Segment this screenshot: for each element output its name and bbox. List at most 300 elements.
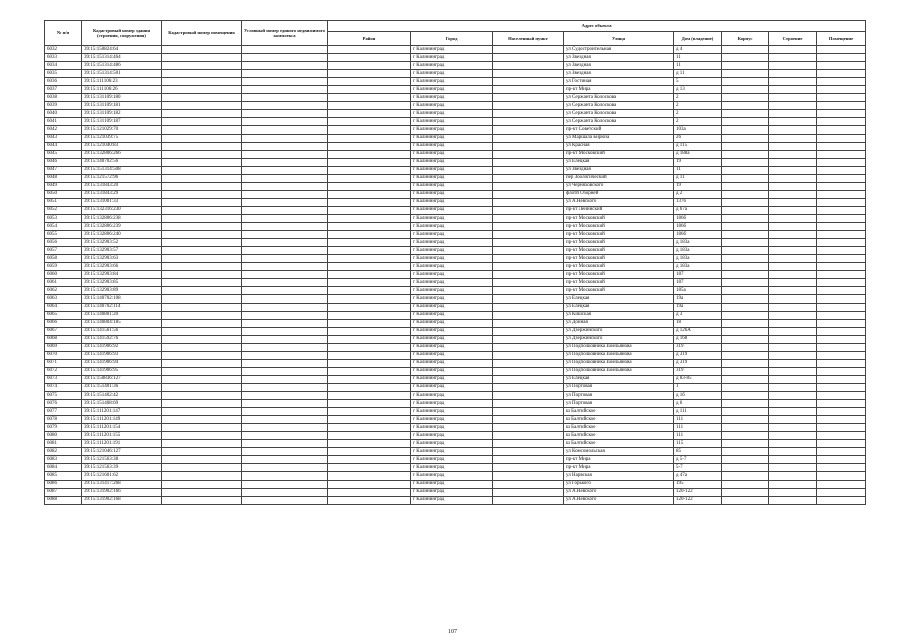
- table-cell: ул Портовая: [564, 392, 674, 400]
- table-cell: [328, 303, 411, 311]
- table-cell: ул Донная: [564, 319, 674, 327]
- table-cell: д 188а: [674, 150, 722, 158]
- table-cell: [817, 118, 866, 126]
- table-cell: 6032: [45, 46, 82, 54]
- table-cell: [722, 464, 769, 472]
- table-cell: 6070: [45, 351, 82, 359]
- table-cell: [817, 424, 866, 432]
- table-cell: ул Черняховского: [564, 182, 674, 190]
- table-cell: [162, 206, 242, 214]
- table-cell: 39:15:140702:114: [82, 303, 162, 311]
- table-cell: [817, 190, 866, 198]
- table-cell: 39:15:131109:181: [82, 102, 162, 110]
- table-cell: 6063: [45, 295, 82, 303]
- table-cell: [328, 392, 411, 400]
- table-cell: [493, 54, 564, 62]
- table-cell: [162, 279, 242, 287]
- table-cell: [769, 198, 817, 206]
- table-cell: 39:15:140702:108: [82, 295, 162, 303]
- table-cell: [328, 46, 411, 54]
- table-cell: [817, 311, 866, 319]
- table-cell: [722, 70, 769, 78]
- table-cell: 6060: [45, 271, 82, 279]
- table-cell: 6061: [45, 279, 82, 287]
- table-cell: [493, 46, 564, 54]
- table-cell: [769, 400, 817, 408]
- header-num: № п/п: [45, 21, 82, 46]
- table-cell: 39:15:132806:240: [82, 231, 162, 239]
- table-cell: [817, 142, 866, 150]
- table-cell: [817, 166, 866, 174]
- table-cell: 39:15:121039:75: [82, 134, 162, 142]
- table-cell: 6079: [45, 424, 82, 432]
- table-cell: ул Сержанта Колоскова: [564, 110, 674, 118]
- table-cell: [817, 70, 866, 78]
- table-cell: [722, 327, 769, 335]
- table-cell: [493, 70, 564, 78]
- table-cell: г Калининград: [411, 62, 493, 70]
- table-row: [45, 263, 866, 271]
- table-cell: [769, 239, 817, 247]
- table-cell: [162, 327, 242, 335]
- table-cell: [328, 311, 411, 319]
- table-cell: г Калининград: [411, 408, 493, 416]
- table-cell: 39:15:141906:95: [82, 367, 162, 375]
- table-cell: [817, 392, 866, 400]
- table-cell: [769, 62, 817, 70]
- table-cell: [162, 46, 242, 54]
- table-cell: [493, 351, 564, 359]
- table-cell: пр-кт Московский: [564, 214, 674, 222]
- table-cell: [328, 400, 411, 408]
- table-cell: д 13: [674, 86, 722, 94]
- table-cell: 5: [674, 78, 722, 86]
- table-cell: ул Елецкая: [564, 303, 674, 311]
- table-cell: 39:15:151314:501: [82, 70, 162, 78]
- table-cell: [769, 174, 817, 182]
- table-cell: [817, 343, 866, 351]
- table-cell: 39:15:141906:93: [82, 351, 162, 359]
- table-cell: 6058: [45, 255, 82, 263]
- table-cell: пр-кт Мира: [564, 456, 674, 464]
- table-row: [45, 496, 866, 504]
- table-cell: г Калининград: [411, 118, 493, 126]
- table-cell: [722, 190, 769, 198]
- table-cell: [817, 255, 866, 263]
- table-cell: [722, 263, 769, 271]
- table-cell: 6052: [45, 206, 82, 214]
- table-cell: [817, 295, 866, 303]
- table-cell: г Калининград: [411, 142, 493, 150]
- table-cell: [162, 319, 242, 327]
- table-cell: [242, 126, 328, 134]
- table-cell: [242, 134, 328, 142]
- table-cell: г Калининград: [411, 464, 493, 472]
- table-cell: [493, 432, 564, 440]
- table-cell: [769, 271, 817, 279]
- table-cell: г Калининград: [411, 472, 493, 480]
- table-cell: г Калининград: [411, 392, 493, 400]
- table-cell: пр-кт Московский: [564, 150, 674, 158]
- table-cell: [328, 231, 411, 239]
- table-cell: [817, 86, 866, 94]
- table-cell: [162, 400, 242, 408]
- table-cell: г Калининград: [411, 78, 493, 86]
- table-cell: 6039: [45, 102, 82, 110]
- table-cell: [162, 375, 242, 383]
- table-cell: 19: [674, 182, 722, 190]
- table-cell: д 2: [674, 190, 722, 198]
- table-cell: д 168: [674, 335, 722, 343]
- table-cell: [769, 383, 817, 391]
- table-cell: д 319: [674, 359, 722, 367]
- table-cell: 11: [674, 166, 722, 174]
- table-cell: пер Зоологический: [564, 174, 674, 182]
- table-cell: [493, 134, 564, 142]
- table-cell: [328, 383, 411, 391]
- table-cell: 6042: [45, 126, 82, 134]
- table-cell: [328, 166, 411, 174]
- table-cell: [328, 440, 411, 448]
- table-cell: ул А.Невского: [564, 198, 674, 206]
- table-cell: пр-кт Советский: [564, 126, 674, 134]
- table-cell: 39:15:141561:56: [82, 327, 162, 335]
- table-cell: [817, 46, 866, 54]
- table-cell: [242, 440, 328, 448]
- table-cell: [722, 174, 769, 182]
- table-row: [45, 126, 866, 134]
- table-cell: ул Елецкая: [564, 375, 674, 383]
- table-cell: г Калининград: [411, 223, 493, 231]
- table-cell: 6055: [45, 231, 82, 239]
- table-row: [45, 327, 866, 335]
- table-cell: 6035: [45, 70, 82, 78]
- table-cell: [493, 102, 564, 110]
- table-cell: г Калининград: [411, 214, 493, 222]
- table-cell: [493, 367, 564, 375]
- table-cell: [162, 303, 242, 311]
- table-cell: д 126А: [674, 327, 722, 335]
- table-cell: [242, 174, 328, 182]
- table-cell: [817, 335, 866, 343]
- table-cell: [328, 343, 411, 351]
- table-cell: [817, 247, 866, 255]
- table-cell: 186б: [674, 223, 722, 231]
- table-cell: [328, 319, 411, 327]
- table-row: [45, 134, 866, 142]
- table-cell: [722, 496, 769, 504]
- table-cell: [328, 464, 411, 472]
- table-cell: 39:15:131109:187: [82, 118, 162, 126]
- table-row: [45, 110, 866, 118]
- table-cell: 6056: [45, 239, 82, 247]
- table-cell: г Калининград: [411, 150, 493, 158]
- table-cell: [493, 271, 564, 279]
- table-cell: ул Подполковника Емельянова: [564, 343, 674, 351]
- table-cell: [328, 295, 411, 303]
- table-cell: [769, 190, 817, 198]
- table-cell: 6033: [45, 54, 82, 62]
- table-cell: [722, 408, 769, 416]
- table-cell: [162, 70, 242, 78]
- table-cell: [328, 174, 411, 182]
- table-cell: 186б: [674, 214, 722, 222]
- table-cell: [242, 392, 328, 400]
- table-cell: [328, 247, 411, 255]
- table-cell: [722, 182, 769, 190]
- table-cell: 39:15:121601:62: [82, 472, 162, 480]
- table-cell: 5-7: [674, 464, 722, 472]
- table-cell: [769, 166, 817, 174]
- table-cell: [162, 295, 242, 303]
- table-cell: [242, 214, 328, 222]
- table-cell: пр-кт Московский: [564, 239, 674, 247]
- table-cell: г Калининград: [411, 190, 493, 198]
- table-cell: [769, 206, 817, 214]
- table-cell: г Калининград: [411, 448, 493, 456]
- table-cell: [162, 142, 242, 150]
- table-cell: [242, 247, 328, 255]
- table-row: [45, 432, 866, 440]
- table-cell: 6047: [45, 166, 82, 174]
- table-cell: [722, 448, 769, 456]
- table-cell: [242, 287, 328, 295]
- table-cell: [162, 255, 242, 263]
- table-cell: [769, 464, 817, 472]
- table-cell: [817, 383, 866, 391]
- table-cell: 85: [674, 448, 722, 456]
- table-cell: 39:15:140702:56: [82, 158, 162, 166]
- table-row: [45, 102, 866, 110]
- table-cell: [242, 255, 328, 263]
- table-cell: [722, 416, 769, 424]
- table-cell: 6043: [45, 134, 82, 142]
- table-row: [45, 400, 866, 408]
- table-cell: [722, 214, 769, 222]
- table-cell: [162, 448, 242, 456]
- table-cell: 39:15:131109:180: [82, 94, 162, 102]
- table-cell: 6074: [45, 383, 82, 391]
- table-cell: [769, 255, 817, 263]
- table-cell: ул Звездная: [564, 70, 674, 78]
- table-cell: [242, 367, 328, 375]
- table-cell: ул Маршала Бирюза: [564, 134, 674, 142]
- table-cell: [162, 134, 242, 142]
- table-cell: ул Дзержинского: [564, 335, 674, 343]
- table-cell: 26: [674, 134, 722, 142]
- table-row: [45, 448, 866, 456]
- table-cell: [242, 448, 328, 456]
- header-cond-num: Условный номер единого недвижимого комплекса: [242, 21, 328, 46]
- table-cell: [493, 223, 564, 231]
- table-cell: [722, 142, 769, 150]
- table-cell: 2: [674, 102, 722, 110]
- table-cell: г Калининград: [411, 343, 493, 351]
- table-cell: [722, 319, 769, 327]
- table-cell: [328, 279, 411, 287]
- table-cell: 6067: [45, 327, 82, 335]
- table-cell: д 11: [674, 70, 722, 78]
- table-cell: г Калининград: [411, 198, 493, 206]
- table-cell: [242, 335, 328, 343]
- table-cell: г Калининград: [411, 70, 493, 78]
- table-cell: г Калининград: [411, 480, 493, 488]
- table-cell: [328, 271, 411, 279]
- table-row: [45, 392, 866, 400]
- table-cell: [493, 472, 564, 480]
- table-cell: 19: [674, 158, 722, 166]
- table-cell: ш Балтийское: [564, 440, 674, 448]
- table-cell: [817, 303, 866, 311]
- table-row: [45, 279, 866, 287]
- table-cell: ш Балтийское: [564, 424, 674, 432]
- table-row: [45, 295, 866, 303]
- table-cell: [769, 78, 817, 86]
- table-cell: [242, 231, 328, 239]
- table-cell: [817, 94, 866, 102]
- table-cell: [722, 480, 769, 488]
- table-cell: [817, 480, 866, 488]
- table-cell: [493, 383, 564, 391]
- table-cell: [769, 311, 817, 319]
- table-cell: [328, 432, 411, 440]
- table-cell: д 183а: [674, 263, 722, 271]
- table-cell: [493, 158, 564, 166]
- table-cell: 6084: [45, 464, 82, 472]
- table-cell: [817, 408, 866, 416]
- table-cell: [242, 206, 328, 214]
- header-house: Дом (владение): [674, 32, 722, 46]
- table-cell: [162, 496, 242, 504]
- table-cell: ул Нарвская: [564, 472, 674, 480]
- table-cell: [722, 295, 769, 303]
- table-cell: [242, 432, 328, 440]
- table-cell: [493, 118, 564, 126]
- table-cell: [162, 480, 242, 488]
- table-cell: [722, 303, 769, 311]
- table-cell: [722, 150, 769, 158]
- table-cell: 18: [674, 319, 722, 327]
- table-cell: [769, 231, 817, 239]
- table-cell: 187: [674, 271, 722, 279]
- table-cell: [769, 335, 817, 343]
- table-cell: [722, 247, 769, 255]
- table-cell: [242, 86, 328, 94]
- table-row: [45, 287, 866, 295]
- table-cell: г Калининград: [411, 231, 493, 239]
- table-cell: [769, 488, 817, 496]
- table-cell: 39:15:132903:85: [82, 279, 162, 287]
- table-cell: [162, 263, 242, 271]
- table-cell: [817, 174, 866, 182]
- table-cell: 39:15:132903:89: [82, 287, 162, 295]
- table-cell: [162, 158, 242, 166]
- table-cell: [328, 158, 411, 166]
- table-cell: [722, 400, 769, 408]
- registry-table: [44, 20, 866, 505]
- table-cell: флотй Озорнёй: [564, 190, 674, 198]
- table-cell: ул Звездная: [564, 166, 674, 174]
- table-row: [45, 182, 866, 190]
- table-cell: [722, 392, 769, 400]
- header-cad-room: Кадастровый номер помещения: [162, 21, 242, 46]
- table-cell: [242, 327, 328, 335]
- table-cell: пр-кт Московский: [564, 287, 674, 295]
- table-cell: [493, 375, 564, 383]
- table-cell: [162, 367, 242, 375]
- table-cell: 2: [674, 118, 722, 126]
- table-cell: [162, 166, 242, 174]
- table-cell: 120-122: [674, 496, 722, 504]
- table-cell: [722, 440, 769, 448]
- table-cell: [242, 142, 328, 150]
- table-cell: 6085: [45, 472, 82, 480]
- table-cell: [722, 134, 769, 142]
- table-cell: [242, 343, 328, 351]
- table-cell: [242, 102, 328, 110]
- table-cell: [162, 182, 242, 190]
- table-cell: [817, 110, 866, 118]
- table-cell: 6086: [45, 480, 82, 488]
- table-cell: 186б: [674, 231, 722, 239]
- table-cell: [817, 158, 866, 166]
- table-cell: 39:15:132806:239: [82, 223, 162, 231]
- table-cell: [769, 70, 817, 78]
- table-cell: 6038: [45, 94, 82, 102]
- table-cell: 103а: [674, 126, 722, 134]
- table-cell: [769, 247, 817, 255]
- table-cell: [242, 118, 328, 126]
- table-row: [45, 303, 866, 311]
- table-cell: г Калининград: [411, 182, 493, 190]
- table-cell: 187: [674, 279, 722, 287]
- table-cell: [722, 456, 769, 464]
- table-cell: д 111: [674, 408, 722, 416]
- table-cell: [328, 480, 411, 488]
- table-cell: [493, 239, 564, 247]
- table-cell: [328, 255, 411, 263]
- table-cell: 39:15:121040:83: [82, 142, 162, 150]
- table-cell: [328, 70, 411, 78]
- table-cell: [817, 464, 866, 472]
- table-cell: [769, 279, 817, 287]
- table-cell: [242, 150, 328, 158]
- table-cell: [162, 174, 242, 182]
- table-cell: [769, 375, 817, 383]
- table-row: [45, 94, 866, 102]
- table-cell: [769, 303, 817, 311]
- table-row: [45, 359, 866, 367]
- table-cell: д 115: [674, 142, 722, 150]
- table-cell: [328, 408, 411, 416]
- table-cell: [242, 78, 328, 86]
- table-cell: 6077: [45, 408, 82, 416]
- table-cell: г Калининград: [411, 416, 493, 424]
- header-address: Адрес объекта: [328, 21, 866, 32]
- table-cell: [242, 110, 328, 118]
- table-cell: [328, 214, 411, 222]
- table-row: [45, 54, 866, 62]
- table-cell: [493, 327, 564, 335]
- table-cell: [769, 359, 817, 367]
- table-cell: [722, 383, 769, 391]
- table-cell: [817, 496, 866, 504]
- table-row: [45, 118, 866, 126]
- table-row: [45, 375, 866, 383]
- table-cell: [817, 456, 866, 464]
- table-cell: г Калининград: [411, 134, 493, 142]
- table-cell: г Калининград: [411, 287, 493, 295]
